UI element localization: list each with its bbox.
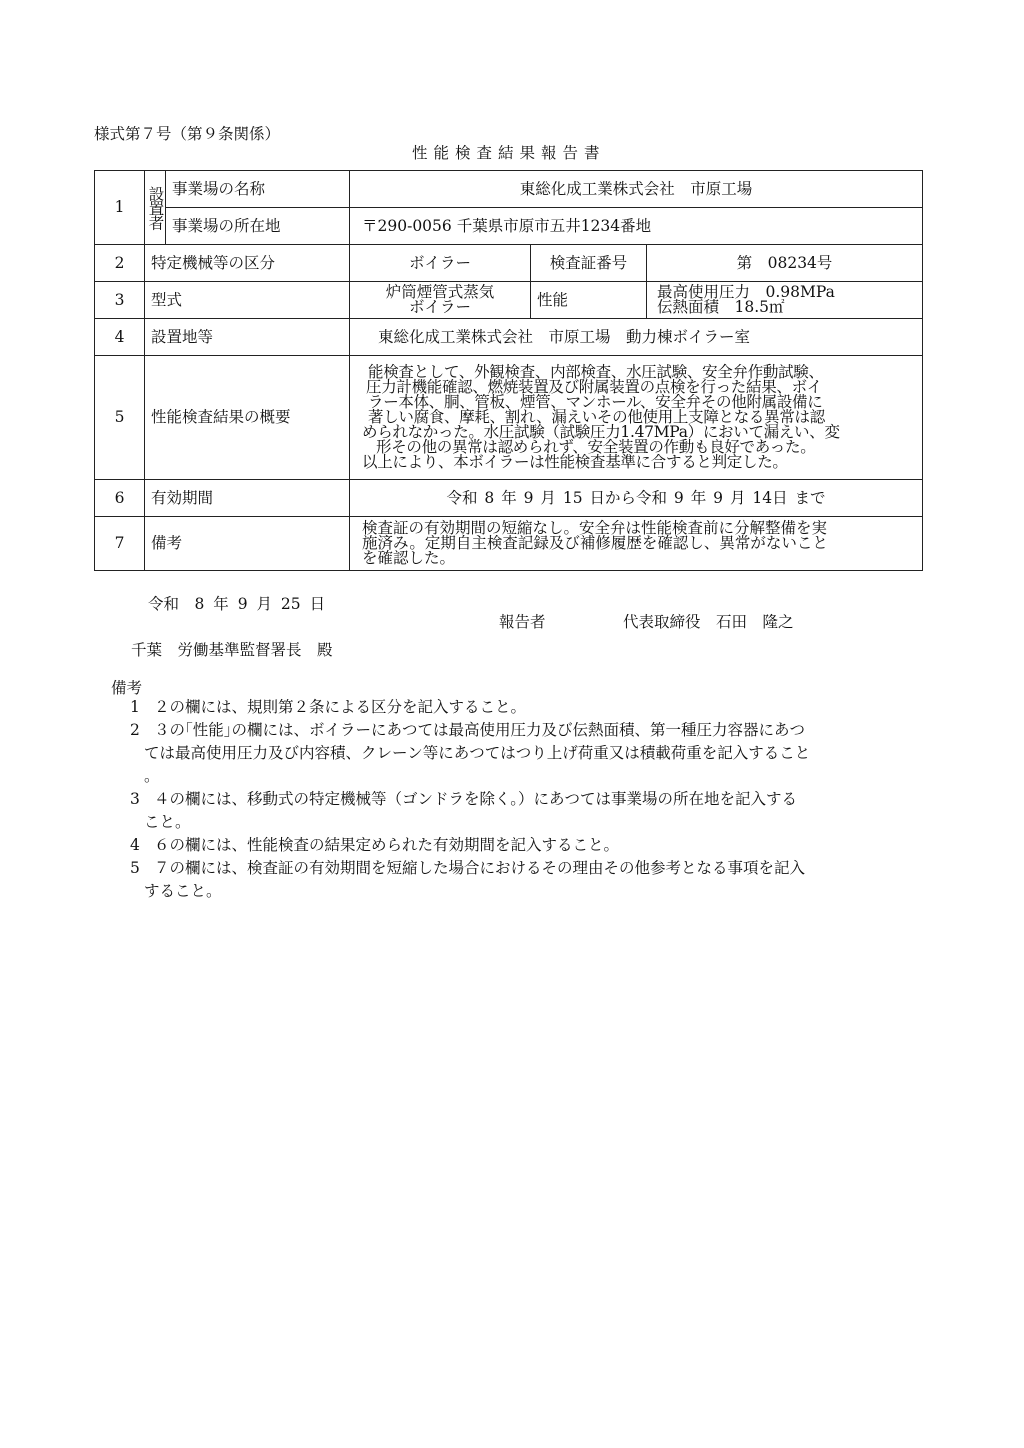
- performance-line-2: 伝熱面積 18.5㎡: [657, 298, 785, 316]
- performance-label: 性能: [531, 282, 647, 319]
- machine-category-value: ボイラー: [350, 245, 531, 282]
- summary-line: 能検査として、外観検査、内部検査、水圧試験、安全弁作動試験、: [368, 363, 824, 381]
- remarks-line: 施済み。定期自主検査記録及び補修履歴を確認し、異常がないこと: [362, 534, 828, 552]
- row-7-number: 7: [95, 517, 145, 571]
- note-continuation: ては最高使用圧力及び内容積、クレーン等にあつてはつり上げ荷重又は積載荷重を記入すること: [144, 744, 811, 762]
- row-5-number: 5: [95, 356, 145, 480]
- certificate-number-value: 第 08234号: [647, 245, 923, 282]
- summary-line: 著しい腐食、摩耗、割れ、漏えいその他使用上支障となる異常は認: [368, 408, 825, 426]
- row-4-number: 4: [95, 319, 145, 356]
- installation-site-label: 設置地等: [145, 319, 350, 356]
- certificate-number-label: 検査証番号: [531, 245, 647, 282]
- machine-category-label: 特定機械等の区分: [145, 245, 350, 282]
- note-continuation: すること。: [144, 882, 222, 900]
- form-number: 様式第７号（第９条関係）: [94, 125, 281, 143]
- installation-site-value: 東総化成工業株式会社 市原工場 動力棟ボイラー室: [350, 319, 923, 356]
- remarks-text: [350, 517, 923, 571]
- workplace-address-label: 事業場の所在地: [166, 208, 350, 245]
- note-text: ４の欄には、移動式の特定機械等（ゴンドラを除く。）にあつては事業場の所在地を記入する: [154, 790, 797, 808]
- note-number: 4: [130, 836, 140, 854]
- summary-line: められなかった。水圧試験（試験圧力1.47MPa）において漏えい、変: [362, 423, 840, 441]
- report-table: [94, 170, 923, 571]
- note-item: [130, 788, 930, 811]
- summary-line: 形その他の異常は認められず、安全装置の作動も良好であった。: [376, 438, 816, 456]
- summary-label: 性能検査結果の概要: [145, 356, 350, 480]
- model-type-line-2: ボイラー: [408, 298, 471, 316]
- note-continuation: こと。: [144, 813, 191, 831]
- row-6-number: 6: [95, 480, 145, 517]
- performance-value: [647, 282, 923, 319]
- summary-text: [350, 356, 923, 480]
- workplace-address-value: 〒290-0056 千葉県市原市五井1234番地: [350, 208, 923, 245]
- note-item: [130, 857, 930, 880]
- note-number: 2: [130, 721, 140, 739]
- notes-list: [130, 696, 930, 903]
- row-2-number: 2: [95, 245, 145, 282]
- report-date: 令和 8 年 9 月 25 日: [148, 595, 326, 613]
- summary-line: ラー本体、胴、管板、煙管、マンホール、安全弁その他附属設備に: [368, 393, 823, 411]
- summary-line: 以上により、本ボイラーは性能検査基準に合すると判定した。: [362, 453, 788, 471]
- remarks-line: 検査証の有効期間の短縮なし。安全弁は性能検査前に分解整備を実: [362, 519, 828, 537]
- model-type-value: [350, 282, 531, 319]
- note-item: [130, 696, 930, 719]
- note-item: [130, 834, 930, 857]
- note-text: ３の｢性能｣の欄には、ボイラーにあつては最高使用圧力及び伝熱面積、第一種圧力容器にあつ: [154, 721, 806, 739]
- valid-period-value: 令和 8 年 9 月 15 日から令和 9 年 9 月 14日 まで: [350, 480, 923, 517]
- remarks-line: を確認した。: [362, 549, 456, 567]
- workplace-name-label: 事業場の名称: [166, 171, 350, 208]
- note-number: 3: [130, 790, 140, 808]
- installer-group-label: 設置者: [145, 171, 166, 245]
- summary-line: 圧力計機能確認、燃焼装置及び附属装置の点検を行った結果、ボイ: [366, 378, 823, 396]
- remarks-label: 備考: [145, 517, 350, 571]
- valid-period-label: 有効期間: [145, 480, 350, 517]
- note-number: 5: [130, 859, 140, 877]
- note-number: 1: [130, 698, 140, 716]
- note-text: ６の欄には、性能検査の結果定められた有効期間を記入すること。: [154, 836, 620, 854]
- row-1-number: 1: [95, 171, 145, 245]
- document-title: 性能検査結果報告書: [412, 144, 606, 162]
- note-text: ２の欄には、規則第２条による区分を記入すること。: [154, 698, 527, 716]
- row-3-number: 3: [95, 282, 145, 319]
- note-continuation: 。: [144, 767, 160, 785]
- addressee: 千葉 労働基準監督署長 殿: [131, 641, 333, 659]
- reporter-label: 報告者: [499, 613, 546, 631]
- note-text: ７の欄には、検査証の有効期間を短縮した場合におけるその理由その他参考となる事項を記入: [154, 859, 806, 877]
- note-item: [130, 719, 930, 742]
- notes-heading: 備考: [111, 679, 143, 697]
- performance-line-1: 最高使用圧力 0.98MPa: [657, 283, 835, 301]
- model-type-line-1: 炉筒煙管式蒸気: [385, 283, 495, 301]
- reporter-name: 代表取締役 石田 隆之: [623, 613, 794, 631]
- workplace-name-value: 東総化成工業株式会社 市原工場: [350, 171, 923, 208]
- model-type-label: 型式: [145, 282, 350, 319]
